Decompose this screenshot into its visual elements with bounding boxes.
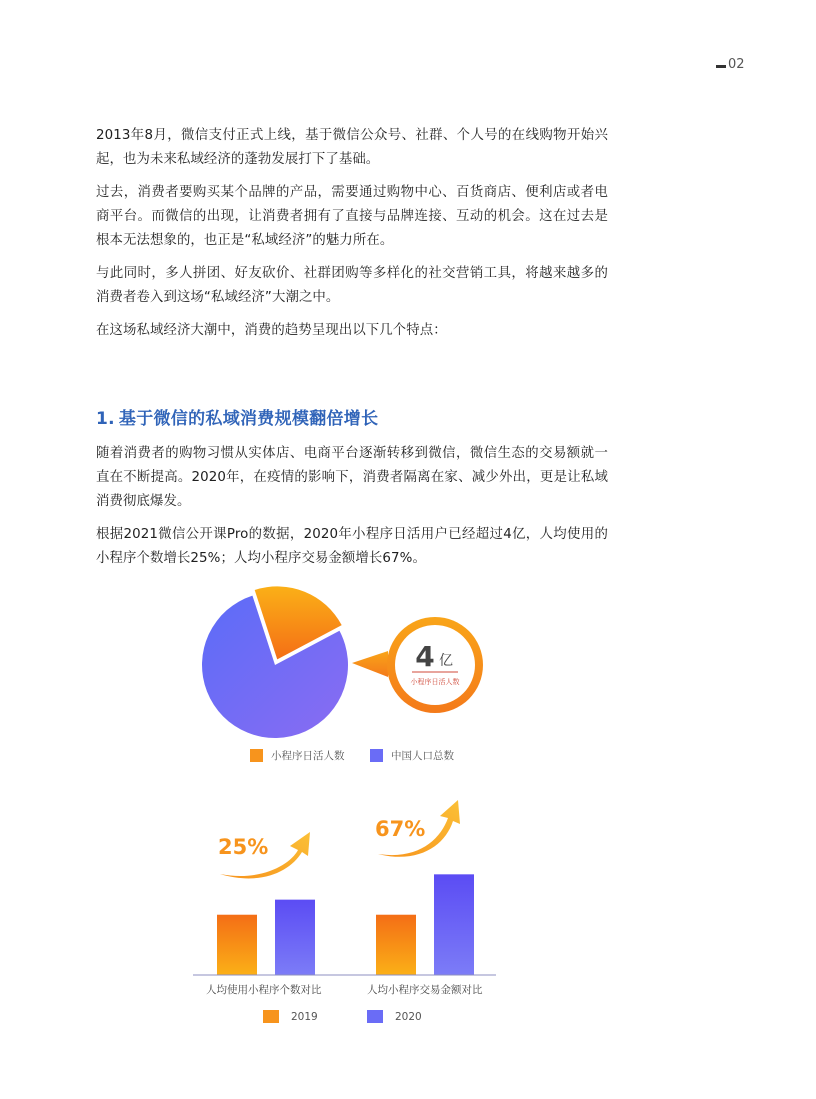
bar-2019-0: [217, 915, 257, 975]
intro-paragraph: 2013年8月，微信支付正式上线，基于微信公众号、社群、个人号的在线购物开始兴起，也为未来私域经济的蓬勃发展打下了基础。: [96, 128, 608, 167]
legend-label: 小程序日活人数: [271, 750, 345, 762]
page-number-dash: [716, 65, 726, 68]
legend-swatch: [263, 1010, 279, 1023]
callout-pointer: [352, 651, 388, 677]
x-tick-label: 人均使用小程序个数对比: [206, 984, 322, 996]
section-title: 基于微信的私域消费规模翻倍增长: [118, 409, 379, 429]
intro-paragraph: 过去，消费者要购买某个品牌的产品，需要通过购物中心、百货商店、便利店或者电商平台。而微信的出现，让消费者拥有了直接与品牌连接、互动的机会。这在过去是根本无法想象的，也正是“私域经济”的魅力所在。: [96, 185, 608, 248]
legend-label: 2020: [395, 1010, 422, 1023]
pie-legend-item: [370, 748, 454, 763]
legend-label: 2019: [291, 1010, 318, 1023]
pie-chart: [180, 585, 510, 740]
legend-swatch: [370, 749, 383, 762]
intro-paragraph: 在这场私域经济大潮中，消费的趋势呈现出以下几个特点：: [96, 323, 447, 338]
intro-text: [96, 124, 608, 352]
bar-legend-item: [367, 1010, 422, 1023]
growth-annotation: 25%: [218, 835, 269, 859]
growth-annotation: 67%: [375, 817, 426, 841]
section-heading: [96, 404, 378, 429]
section-paragraph: 根据2021微信公开课Pro的数据，2020年小程序日活用户已经超过4亿，人均使用的小程序个数增长25%；人均小程序交易金额增长67%。: [96, 527, 608, 566]
callout-unit: 亿: [439, 653, 453, 669]
x-tick-label: 人均小程序交易金额对比: [367, 984, 483, 996]
callout-value: 4: [415, 640, 435, 673]
callout-inner: [395, 625, 475, 705]
page-number-text: 02: [728, 57, 745, 72]
page-number: [716, 57, 745, 72]
bar-chart: [190, 790, 510, 985]
intro-paragraph: 与此同时，多人拼团、好友砍价、社群团购等多样化的社交营销工具，将越来越多的消费者卷入到这场“私域经济”大潮之中。: [96, 266, 608, 305]
legend-swatch: [250, 749, 263, 762]
section-text: [96, 442, 608, 580]
pie-legend-item: [250, 748, 345, 763]
section-number: 1.: [96, 409, 115, 429]
section-paragraph: 随着消费者的购物习惯从实体店、电商平台逐渐转移到微信，微信生态的交易额就一直在不断提高。2020年，在疫情的影响下，消费者隔离在家、减少外出，更是让私域消费彻底爆发。: [96, 446, 608, 509]
legend-swatch: [367, 1010, 383, 1023]
legend-label: 中国人口总数: [391, 750, 454, 762]
bar-2019-1: [376, 915, 416, 975]
bar-2020-1: [434, 874, 474, 975]
callout-caption: 小程序日活人数: [410, 678, 460, 686]
bar-2020-0: [275, 900, 315, 975]
bar-legend-item: [263, 1010, 318, 1023]
